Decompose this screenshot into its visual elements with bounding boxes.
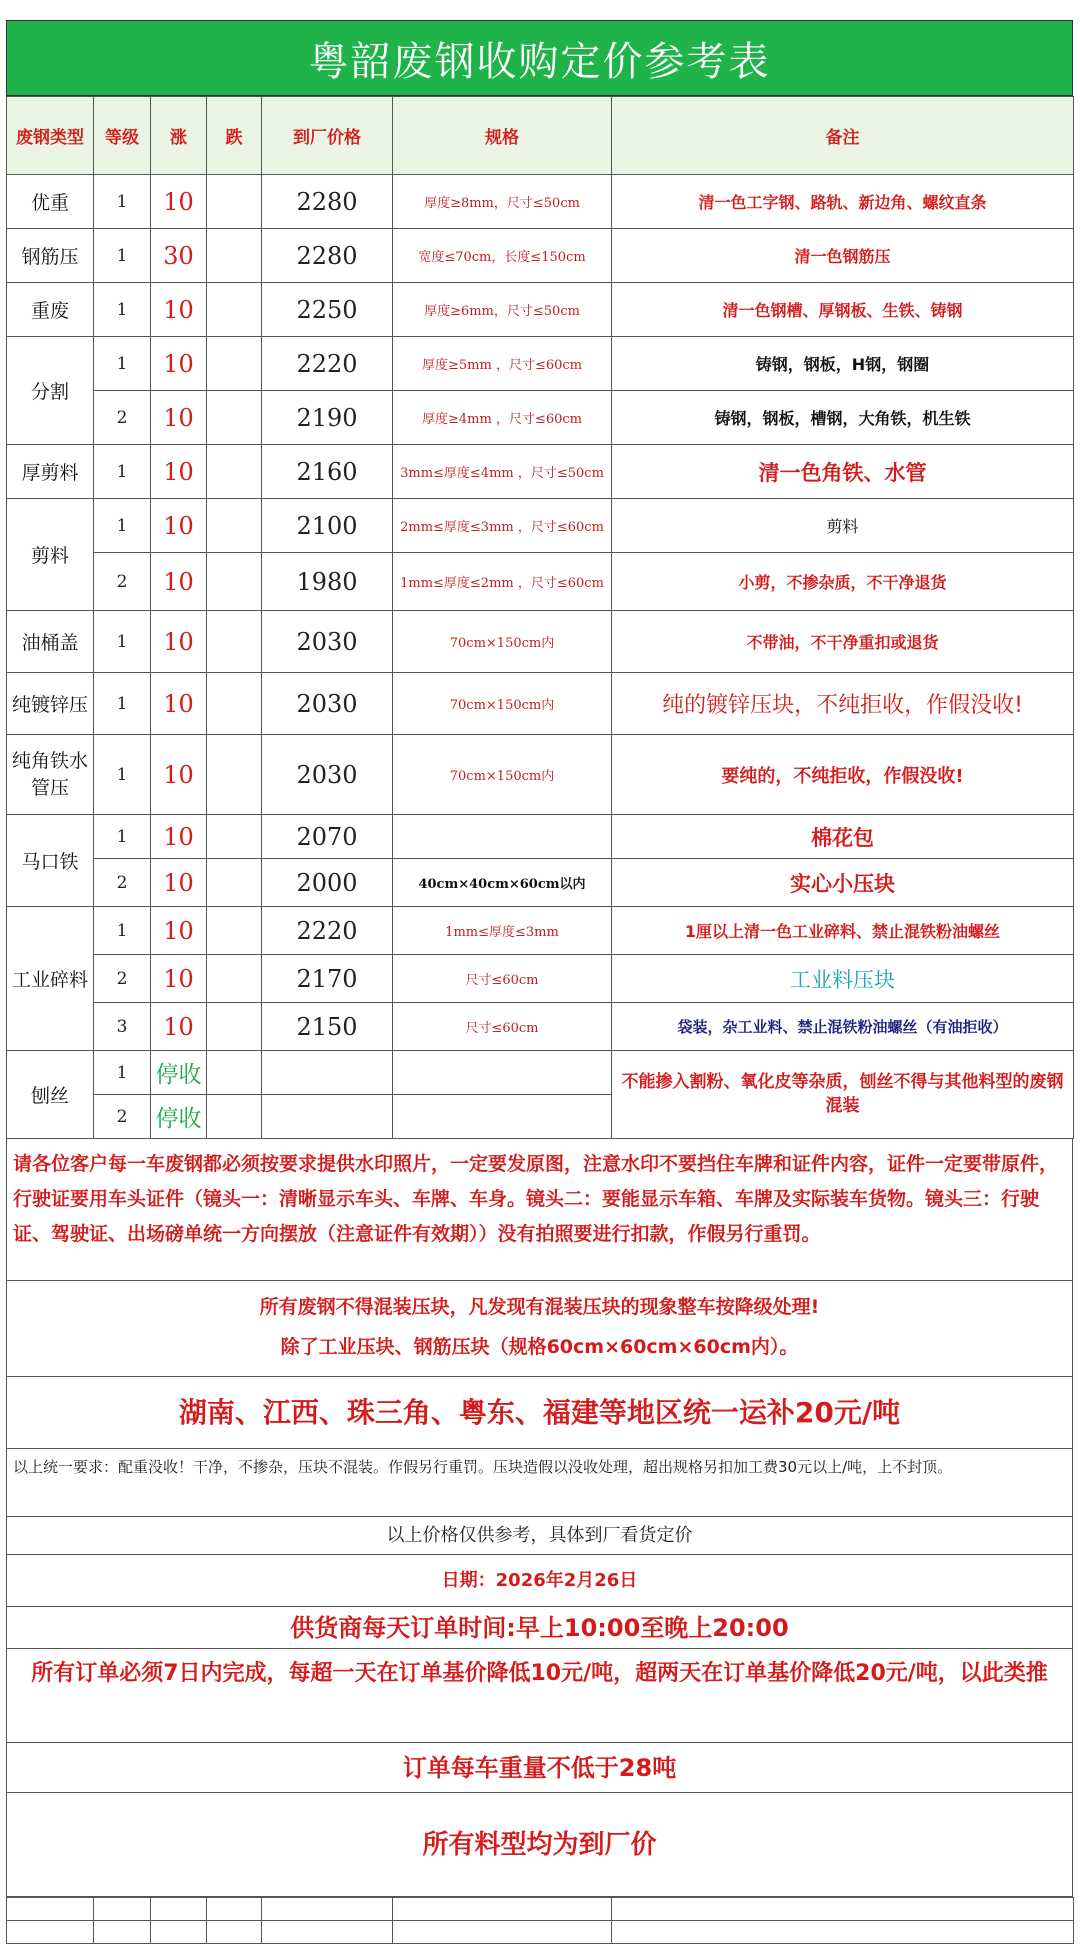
grade: 1 <box>94 611 151 673</box>
scrap-type: 油桶盖 <box>7 611 94 673</box>
table-row <box>7 1051 1074 1095</box>
factory-price: 2160 <box>262 445 393 499</box>
order-hours: 供货商每天订单时间:早上10:00至晚上20:00 <box>6 1607 1073 1649</box>
sheet-title: 粤韶废钢收购定价参考表 <box>6 20 1073 96</box>
price-down <box>207 955 262 1003</box>
price-down <box>207 337 262 391</box>
spec: 厚度≥4mm ，尺寸≤60cm <box>393 391 612 445</box>
table-row <box>7 955 1074 1003</box>
spec: 宽度≤70cm，长度≤150cm <box>393 229 612 283</box>
price-up: 10 <box>151 499 207 553</box>
price-down <box>207 553 262 611</box>
price-up: 停收 <box>151 1051 207 1095</box>
price-table <box>6 96 1074 1139</box>
price-up: 10 <box>151 391 207 445</box>
price-down <box>207 673 262 735</box>
note: 1厘以上清一色工业碎料、禁止混铁粉油螺丝 <box>612 907 1074 955</box>
note: 清一色钢筋压 <box>612 229 1074 283</box>
empty-row <box>7 1921 1074 1944</box>
spec: 1mm≤厚度≤2mm ，尺寸≤60cm <box>393 553 612 611</box>
factory-price: 2280 <box>262 229 393 283</box>
table-row <box>7 553 1074 611</box>
factory-price: 2170 <box>262 955 393 1003</box>
spec: 70cm×150cm内 <box>393 735 612 815</box>
note: 袋装，杂工业料、禁止混铁粉油螺丝（有油拒收） <box>612 1003 1074 1051</box>
grade: 1 <box>94 283 151 337</box>
header-type: 废钢类型 <box>7 97 94 175</box>
price-down <box>207 1003 262 1051</box>
scrap-type: 重废 <box>7 283 94 337</box>
photo-notice: 请各位客户每一车废钢都必须按要求提供水印照片，一定要发原图，注意水印不要挡住车牌和证件内容，证件一定要带原件，行驶证要用车头证件（镜头一：清晰显示车头、车牌、车身。镜头二：要能显示车箱、车牌及实际装车货物。镜头三：行驶证、驾驶证、出场磅单统一方向摆放（注意证件有效期））没有拍照要进行扣款，作假另行重罚。 <box>6 1139 1073 1281</box>
factory-price: 2220 <box>262 337 393 391</box>
spec: 厚度≥6mm，尺寸≤50cm <box>393 283 612 337</box>
note: 要纯的，不纯拒收，作假没收! <box>612 735 1074 815</box>
table-row <box>7 611 1074 673</box>
table-row <box>7 283 1074 337</box>
spec: 厚度≥5mm ，尺寸≤60cm <box>393 337 612 391</box>
price-down <box>207 815 262 859</box>
table-header-row <box>7 97 1074 175</box>
factory-price: 1980 <box>262 553 393 611</box>
table-row <box>7 859 1074 907</box>
grade: 1 <box>94 229 151 283</box>
note: 不能掺入割粉、氧化皮等杂质，刨丝不得与其他料型的废钢混装 <box>612 1051 1074 1139</box>
grade: 1 <box>94 907 151 955</box>
price-up: 10 <box>151 673 207 735</box>
factory-price: 2030 <box>262 673 393 735</box>
table-row <box>7 337 1074 391</box>
note: 工业料压块 <box>612 955 1074 1003</box>
table-row <box>7 229 1074 283</box>
factory-price: 2030 <box>262 611 393 673</box>
factory-price: 2070 <box>262 815 393 859</box>
price-down <box>207 907 262 955</box>
factory-price: 2030 <box>262 735 393 815</box>
table-row <box>7 175 1074 229</box>
price-down <box>207 391 262 445</box>
empty-footer-rows <box>6 1897 1074 1944</box>
note: 铸钢，钢板，槽钢，大角铁，机生铁 <box>612 391 1074 445</box>
general-rules: 以上统一要求：配重没收！干净，不掺杂，压块不混装。作假另行重罚。压块造假以没收处理，超出规格另扣加工费30元以上/吨，上不封顶。 <box>6 1449 1073 1517</box>
price-down <box>207 859 262 907</box>
table-row <box>7 1003 1074 1051</box>
spec: 40cm×40cm×60cm以内 <box>393 859 612 907</box>
price-up: 10 <box>151 445 207 499</box>
grade: 2 <box>94 859 151 907</box>
grade: 3 <box>94 1003 151 1051</box>
grade: 1 <box>94 445 151 499</box>
spec: 尺寸≤60cm <box>393 1003 612 1051</box>
note: 不带油，不干净重扣或退货 <box>612 611 1074 673</box>
scrap-type: 工业碎料 <box>7 907 94 1051</box>
factory-price <box>262 1095 393 1139</box>
note: 实心小压块 <box>612 859 1074 907</box>
price-up: 停收 <box>151 1095 207 1139</box>
price-down <box>207 283 262 337</box>
header-spec: 规格 <box>393 97 612 175</box>
scrap-type: 纯镀锌压 <box>7 673 94 735</box>
price-down <box>207 445 262 499</box>
note: 铸钢，钢板，H钢，钢圈 <box>612 337 1074 391</box>
price-up: 30 <box>151 229 207 283</box>
spec: 厚度≥8mm，尺寸≤50cm <box>393 175 612 229</box>
grade: 1 <box>94 1051 151 1095</box>
scrap-type: 剪料 <box>7 499 94 611</box>
price-down <box>207 735 262 815</box>
note: 清一色工字钢、路轨、新边角、螺纹直条 <box>612 175 1074 229</box>
price-down <box>207 175 262 229</box>
note: 棉花包 <box>612 815 1074 859</box>
header-down: 跌 <box>207 97 262 175</box>
spec <box>393 815 612 859</box>
factory-price-note: 所有料型均为到厂价 <box>6 1793 1073 1897</box>
grade: 2 <box>94 1095 151 1139</box>
price-down <box>207 611 262 673</box>
price-up: 10 <box>151 955 207 1003</box>
grade: 2 <box>94 553 151 611</box>
table-row <box>7 735 1074 815</box>
price-up: 10 <box>151 283 207 337</box>
note: 清一色角铁、水管 <box>612 445 1074 499</box>
reference-note: 以上价格仅供参考，具体到厂看货定价 <box>6 1517 1073 1555</box>
factory-price: 2000 <box>262 859 393 907</box>
table-row <box>7 499 1074 553</box>
scrap-type: 马口铁 <box>7 815 94 907</box>
factory-price: 2100 <box>262 499 393 553</box>
mixed-compress-notice <box>6 1281 1073 1377</box>
price-up: 10 <box>151 553 207 611</box>
table-row <box>7 445 1074 499</box>
price-up: 10 <box>151 1003 207 1051</box>
note: 清一色钢槽、厚钢板、生铁、铸钢 <box>612 283 1074 337</box>
table-row <box>7 907 1074 955</box>
price-up: 10 <box>151 337 207 391</box>
spec <box>393 1051 612 1095</box>
grade: 2 <box>94 391 151 445</box>
note: 纯的镀锌压块，不纯拒收，作假没收! <box>612 673 1074 735</box>
mixed-line-1: 所有废钢不得混装压块，凡发现有混装压块的现象整车按降级处理! <box>259 1296 820 1318</box>
note: 小剪，不掺杂质，不干净退货 <box>612 553 1074 611</box>
grade: 1 <box>94 175 151 229</box>
scrap-type: 分割 <box>7 337 94 445</box>
header-note: 备注 <box>612 97 1074 175</box>
price-up: 10 <box>151 859 207 907</box>
scrap-type: 纯角铁水管压 <box>7 735 94 815</box>
spec: 3mm≤厚度≤4mm ，尺寸≤50cm <box>393 445 612 499</box>
price-down <box>207 1095 262 1139</box>
price-up: 10 <box>151 815 207 859</box>
spec: 1mm≤厚度≤3mm <box>393 907 612 955</box>
header-price: 到厂价格 <box>262 97 393 175</box>
scrap-type: 刨丝 <box>7 1051 94 1139</box>
grade: 2 <box>94 955 151 1003</box>
price-down <box>207 499 262 553</box>
spec: 70cm×150cm内 <box>393 611 612 673</box>
grade: 1 <box>94 673 151 735</box>
spec: 2mm≤厚度≤3mm ，尺寸≤60cm <box>393 499 612 553</box>
factory-price <box>262 1051 393 1095</box>
note: 剪料 <box>612 499 1074 553</box>
empty-row <box>7 1898 1074 1921</box>
table-row <box>7 815 1074 859</box>
factory-price: 2220 <box>262 907 393 955</box>
spec <box>393 1095 612 1139</box>
factory-price: 2280 <box>262 175 393 229</box>
late-policy: 所有订单必须7日内完成，每超一天在订单基价降低10元/吨，超两天在订单基价降低20元/吨，以此类推 <box>6 1649 1073 1743</box>
scrap-type: 优重 <box>7 175 94 229</box>
table-row <box>7 673 1074 735</box>
mixed-line-2: 除了工业压块、钢筋压块（规格60cm×60cm×60cm内）。 <box>280 1336 799 1358</box>
factory-price: 2250 <box>262 283 393 337</box>
price-up: 10 <box>151 611 207 673</box>
header-up: 涨 <box>151 97 207 175</box>
scrap-type: 钢筋压 <box>7 229 94 283</box>
spec: 70cm×150cm内 <box>393 673 612 735</box>
freight-subsidy: 湖南、江西、珠三角、粤东、福建等地区统一运补20元/吨 <box>6 1377 1073 1449</box>
table-row <box>7 391 1074 445</box>
grade: 1 <box>94 735 151 815</box>
price-date: 日期：2026年2月26日 <box>6 1555 1073 1607</box>
factory-price: 2190 <box>262 391 393 445</box>
price-down <box>207 229 262 283</box>
price-up: 10 <box>151 175 207 229</box>
price-up: 10 <box>151 907 207 955</box>
factory-price: 2150 <box>262 1003 393 1051</box>
grade: 1 <box>94 337 151 391</box>
price-up: 10 <box>151 735 207 815</box>
grade: 1 <box>94 815 151 859</box>
price-down <box>207 1051 262 1095</box>
min-weight: 订单每车重量不低于28吨 <box>6 1743 1073 1793</box>
price-sheet <box>6 20 1073 1944</box>
grade: 1 <box>94 499 151 553</box>
scrap-type: 厚剪料 <box>7 445 94 499</box>
header-grade: 等级 <box>94 97 151 175</box>
spec: 尺寸≤60cm <box>393 955 612 1003</box>
